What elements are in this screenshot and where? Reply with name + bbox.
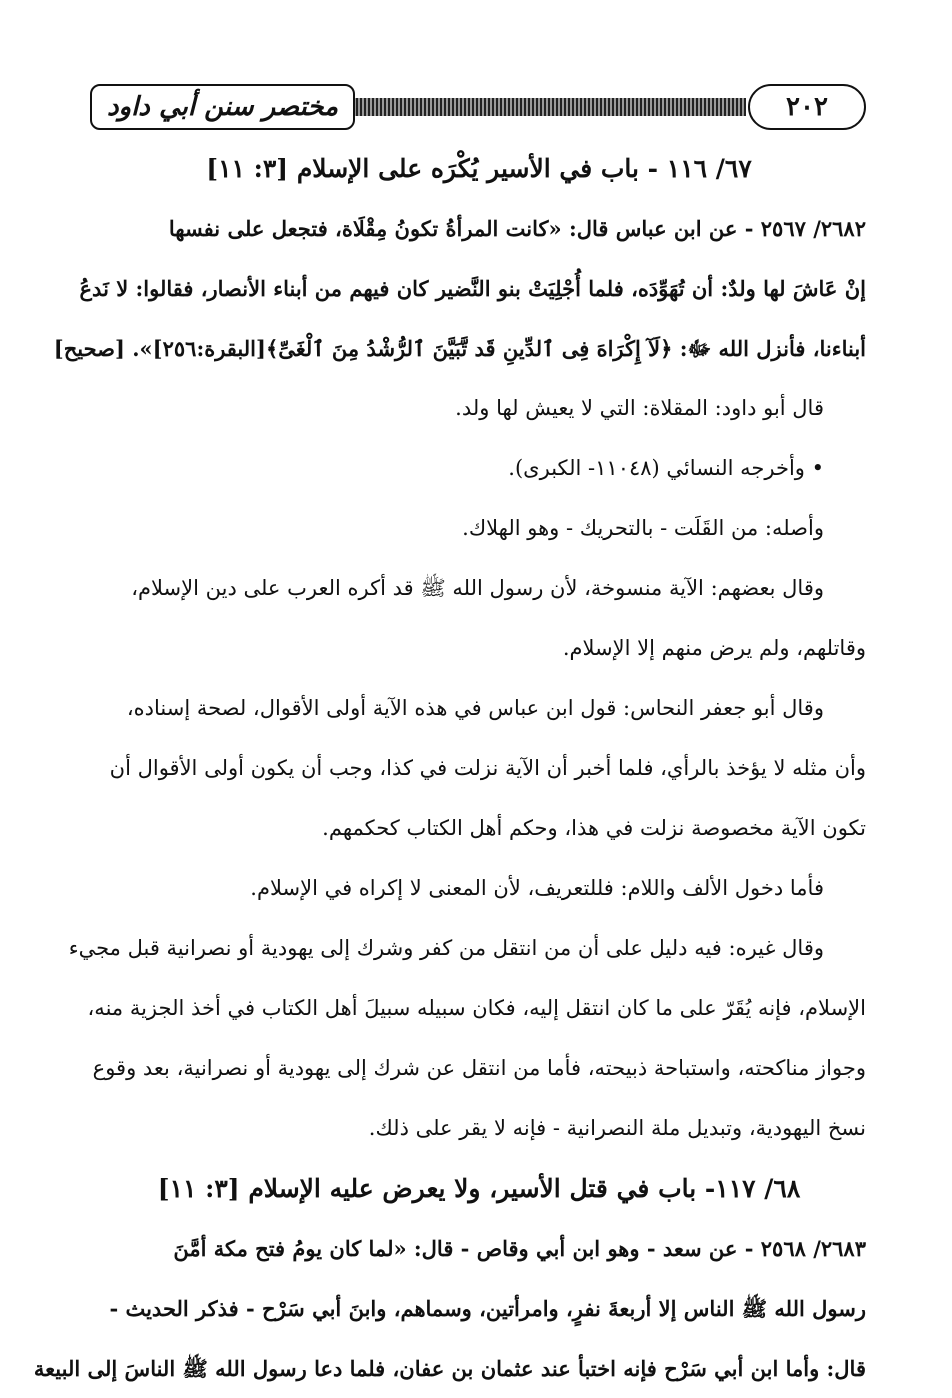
- text-line-content: ٢٦٨٢/ ٢٥٦٧ - عن ابن عباس قال: «كانت المرأةُ تكونُ مِقْلَاة، فتجعل على نفسها: [168, 215, 866, 241]
- text-line-content: وأن مثله لا يؤخذ بالرأي، فلما أخبر أن الآية نزلت في كذا، وجب أن يكون أولى الأقوال أن: [109, 755, 866, 780]
- book-title: مختصر سنن أبي داود: [90, 84, 355, 130]
- text-line-content: قال: وأما ابن أبي سَرْح فإنه اختبأ عند عثمان بن عفان، فلما دعا رسول الله ﷺ الناسَ إلى البيعة: [33, 1355, 866, 1381]
- text-line: [92, 438, 866, 498]
- text-line: [92, 678, 866, 738]
- text-line: [87, 978, 866, 1038]
- text-line-content: ٦٧/ ١١٦ - باب في الأسير يُكْرَه على الإسلام [٣: ١١]: [206, 153, 752, 183]
- page-number: ٢٠٢: [748, 84, 866, 130]
- text-line: [92, 1278, 866, 1338]
- text-line-content: رسول الله ﷺ الناس إلا أربعةَ نفرٍ، وامرأتين، وسماهم، وابنَ أبي سَرْح - فذكر الحديث -: [109, 1295, 866, 1321]
- text-line-content: نسخ اليهودية، وتبديل ملة النصرانية - فإنه لا يقر على ذلك.: [368, 1115, 866, 1140]
- text-line-content: فأما دخول الألف واللام: فللتعريف، لأن المعنى لا إكراه في الإسلام.: [250, 875, 824, 900]
- text-line: [92, 1098, 866, 1158]
- text-line: [92, 198, 866, 258]
- text-line: [92, 858, 866, 918]
- text-line: [68, 918, 866, 978]
- text-line: [92, 138, 866, 198]
- text-line-content: تكون الآية مخصوصة نزلت في هذا، وحكم أهل الكتاب كحكمهم.: [322, 815, 866, 840]
- text-line: [92, 618, 866, 678]
- text-line-content: وقال بعضهم: الآية منسوخة، لأن رسول الله ﷺ قد أكره العرب على دين الإسلام،: [131, 575, 824, 600]
- text-line-content: إنْ عَاشَ لها ولدٌ: أن تُهَوِّدَه، فلما أُجْلِيَتْ بنو النَّضير كان فيهم من أبناء الأنصار، فقالوا: لا نَدعُ: [79, 275, 866, 301]
- text-line: [92, 498, 866, 558]
- text-line-content: وجواز مناكحته، واستباحة ذبيحته، فأما من انتقل عن شرك إلى يهودية أو نصرانية، بعد وقوع: [92, 1055, 866, 1080]
- text-line: [79, 258, 866, 318]
- text-line-content: وقاتلهم، ولم يرض منهم إلا الإسلام.: [562, 635, 866, 660]
- text-line-content: أبناءنا، فأنزل الله ﷻ: ﴿لَآ إِكْرَاهَ فِى ٱلدِّينِ قَد تَّبَيَّنَ ٱلرُّشْدُ مِنَ ٱلْغَىِّ﴾[البقرة:٢٥٦]». [صحيح]: [53, 335, 866, 361]
- text-line-content: • وأخرجه النسائي (١١٠٤٨- الكبرى).: [508, 455, 824, 480]
- text-line-content: الإسلام، فإنه يُقَرّ على ما كان انتقل إليه، فكان سبيله سبيلَ أهل الكتاب في أخذ الجزية منه،: [87, 995, 866, 1020]
- text-line-content: وقال أبو جعفر النحاس: قول ابن عباس في هذه الآية أولى الأقوال، لصحة إسناده،: [126, 695, 824, 720]
- text-line-content: وقال غيره: فيه دليل على أن من انتقل من كفر وشرك إلى يهودية أو نصرانية قبل مجيء: [68, 935, 824, 960]
- text-line-content: قال أبو داود: المقلاة: التي لا يعيش لها ولد.: [455, 395, 824, 420]
- text-line-content: وأصله: من القَلَت - بالتحريك - وهو الهلاك.: [462, 515, 824, 540]
- text-line: [92, 798, 866, 858]
- header-ornament-bar: [340, 98, 746, 116]
- text-line: [92, 1158, 866, 1218]
- text-line-content: ٦٨/ ١١٧- باب في قتل الأسير، ولا يعرض عليه الإسلام [٣: ١١]: [157, 1173, 801, 1203]
- text-line: [53, 318, 866, 378]
- text-line: [33, 1338, 866, 1398]
- text-line: [92, 1218, 866, 1278]
- text-line: [92, 378, 866, 438]
- page-header: [90, 84, 866, 136]
- text-line: [92, 1038, 866, 1098]
- page-body: [33, 138, 866, 1398]
- text-line: [92, 558, 866, 618]
- text-line: [92, 738, 866, 798]
- text-line-content: ٢٦٨٣/ ٢٥٦٨ - عن سعد - وهو ابن أبي وقاص - قال: «لما كان يومُ فتح مكة أمَّنَ: [173, 1235, 866, 1261]
